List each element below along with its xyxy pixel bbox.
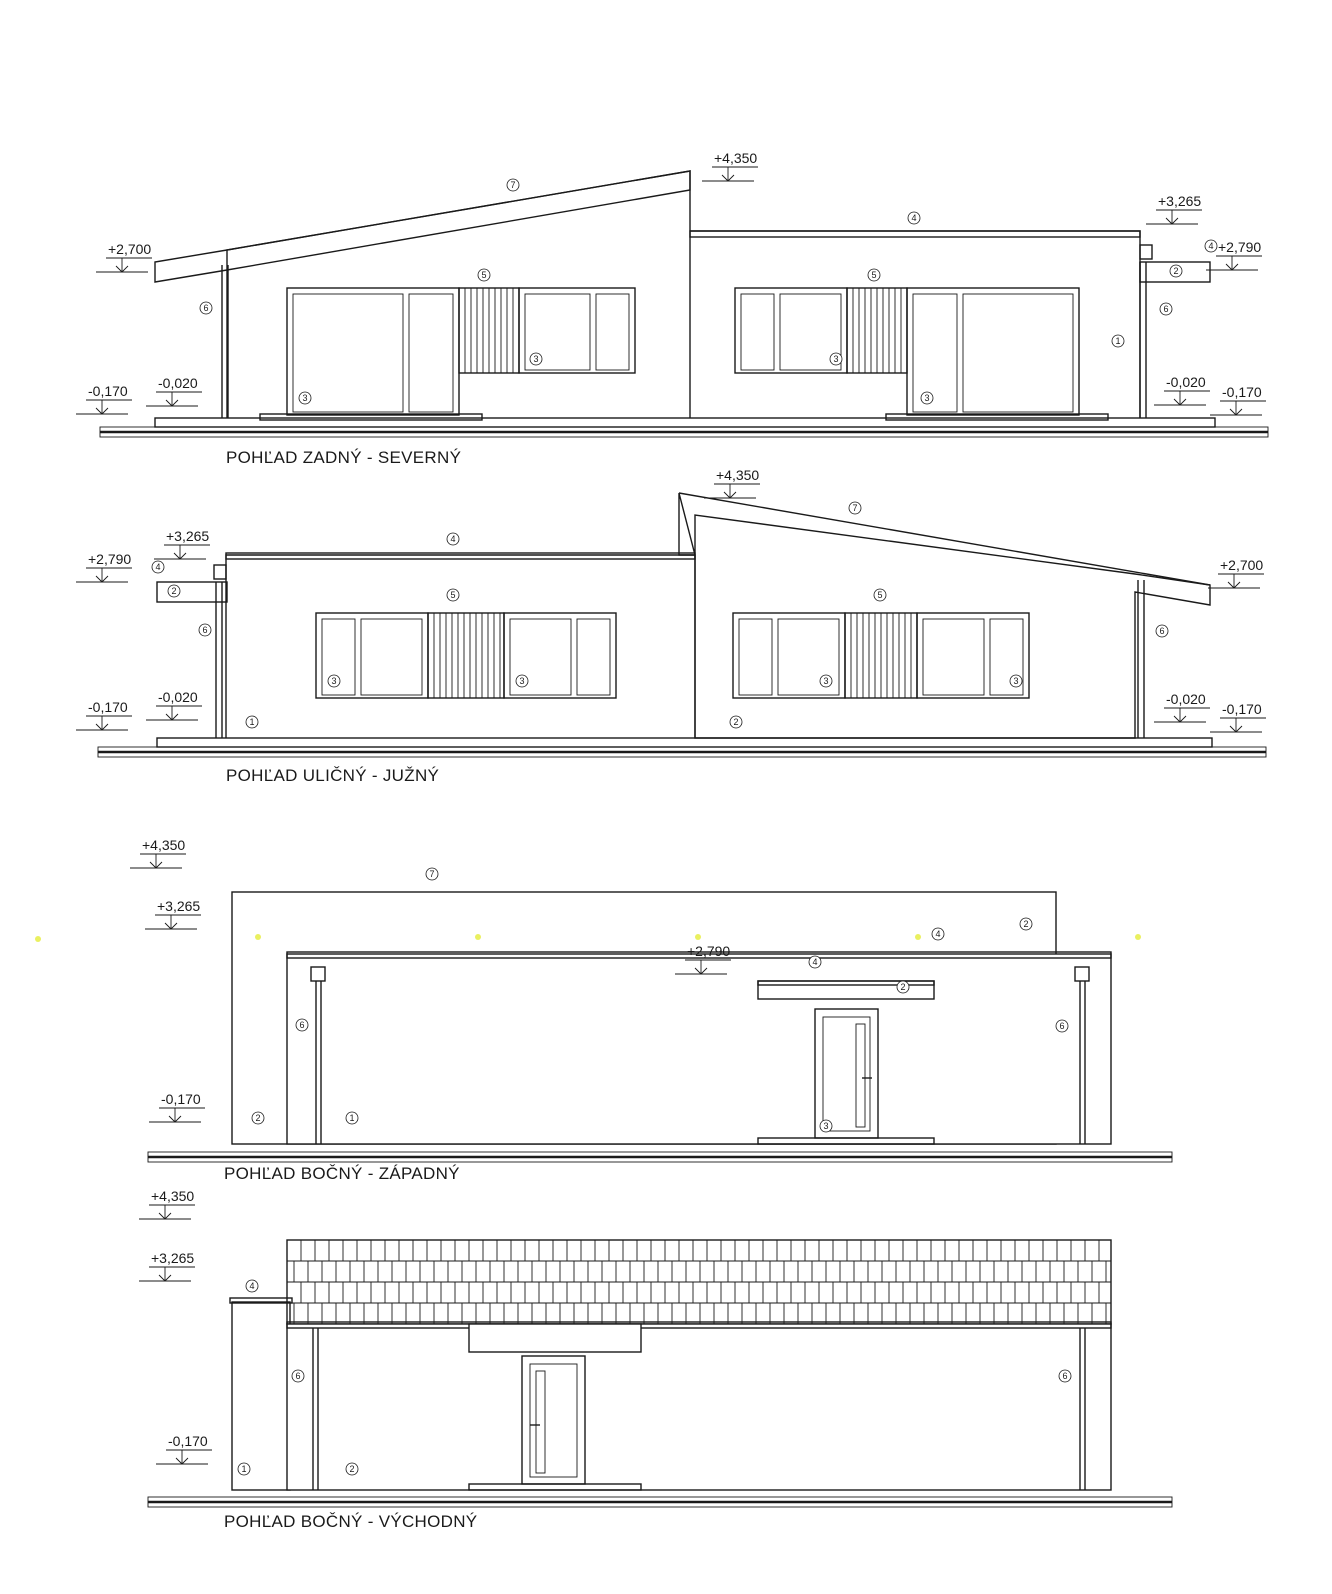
item-number: 3 [519,676,525,686]
window-pane [577,619,610,695]
item-number: 6 [1163,304,1169,314]
cladding-panel [428,613,504,698]
level-marker [139,1188,195,1219]
item-number: 3 [823,1121,829,1131]
scan-dot [695,934,701,940]
item-mark [478,269,490,281]
item-mark [299,392,311,404]
item-mark [1156,625,1168,637]
mono-pitch-roof [155,171,690,282]
item-mark [820,675,832,687]
level-value: -0,020 [158,375,198,391]
item-number: 4 [911,213,917,223]
level-marker [154,528,210,559]
item-mark [1205,240,1217,252]
item-mark [516,675,528,687]
right-wing-wall [690,231,1140,418]
window-pane [739,619,772,695]
level-value: -0,170 [88,383,128,399]
level-value: +2,790 [88,551,132,567]
item-mark [246,716,258,728]
item-number: 2 [733,717,739,727]
level-marker [139,1250,195,1281]
level-value: +4,350 [151,1188,195,1204]
level-value: +2,700 [1220,557,1264,573]
item-mark [328,675,340,687]
item-number: 7 [510,180,516,190]
level-value: +3,265 [157,898,201,914]
level-value: -0,170 [1222,384,1262,400]
item-mark [152,561,164,573]
item-number: 5 [871,270,877,280]
level-marker [1154,691,1210,722]
level-marker [1146,193,1202,224]
item-number: 7 [852,503,858,513]
side-block [232,1302,290,1490]
item-mark [809,956,821,968]
item-mark [168,585,180,597]
view-title: POHĽAD BOČNÝ - VÝCHODNÝ [224,1512,478,1531]
item-mark [296,1019,308,1031]
level-value: +3,265 [166,528,210,544]
item-mark [507,179,519,191]
item-mark [1112,335,1124,347]
level-marker [156,1433,212,1464]
item-number: 6 [1059,1021,1065,1031]
item-number: 2 [900,982,906,992]
view-title: POHĽAD BOČNÝ - ZÁPADNÝ [224,1164,460,1183]
level-marker [702,150,758,181]
level-value: +4,350 [716,467,760,483]
level-marker [1210,701,1266,732]
window-pane [963,294,1073,412]
item-mark [346,1112,358,1124]
item-mark [868,269,880,281]
plinth [157,738,1212,747]
item-number: 4 [1208,241,1214,251]
item-number: 5 [481,270,487,280]
scan-dot [1135,934,1141,940]
level-value: -0,170 [161,1091,201,1107]
item-number: 2 [171,586,177,596]
item-number: 4 [249,1281,255,1291]
item-mark [200,302,212,314]
window-pane [596,294,629,370]
item-mark [820,1120,832,1132]
item-number: 2 [349,1464,355,1474]
window-pane [409,294,453,412]
level-value: -0,020 [1166,374,1206,390]
level-marker [1154,374,1210,405]
level-value: +2,790 [1218,239,1262,255]
scan-dot [255,934,261,940]
item-number: 2 [1173,266,1179,276]
item-mark [238,1463,250,1475]
item-mark [246,1280,258,1292]
level-value: +4,350 [714,150,758,166]
item-mark [874,589,886,601]
front-mass [287,954,1111,1144]
level-marker [145,898,201,929]
item-mark [1020,918,1032,930]
item-number: 2 [255,1113,261,1123]
elevation-north [100,171,1268,437]
view-title: POHĽAD ULIČNÝ - JUŽNÝ [226,766,440,785]
level-value: +4,350 [142,837,186,853]
item-number: 6 [203,303,209,313]
cladding-hatch [434,613,911,698]
view-title: POHĽAD ZADNÝ - SEVERNÝ [226,448,462,467]
window-pane [741,294,774,370]
item-number: 6 [1159,626,1165,636]
level-marker [1208,557,1264,588]
item-number: 1 [241,1464,247,1474]
left-wing-wall [226,555,695,738]
item-mark [908,212,920,224]
level-value: +2,790 [687,943,731,959]
item-mark [830,353,842,365]
item-number: 4 [450,534,456,544]
level-value: +3,265 [1158,193,1202,209]
item-mark [1059,1370,1071,1382]
roof-tiles [287,1240,1111,1324]
item-number: 4 [155,562,161,572]
item-number: 4 [812,957,818,967]
item-number: 7 [429,869,435,879]
item-number: 3 [331,676,337,686]
level-marker [149,1091,205,1122]
level-marker [76,551,132,582]
flat-roof-attic [690,231,1140,237]
level-marker [1210,384,1266,415]
item-mark [730,716,742,728]
front-wall [287,1324,1111,1490]
item-number: 1 [349,1113,355,1123]
item-mark [447,533,459,545]
item-mark [1056,1020,1068,1032]
item-mark [252,1112,264,1124]
item-mark [897,981,909,993]
item-mark [292,1370,304,1382]
entrance-canopy [469,1324,641,1352]
item-number: 1 [249,717,255,727]
right-wing-wall [679,493,1210,738]
level-value: -0,170 [1222,701,1262,717]
attic-edge [214,565,226,579]
level-value: -0,170 [168,1433,208,1449]
elevation-south [98,493,1266,757]
item-number: 2 [1023,919,1029,929]
item-number: 6 [1062,1371,1068,1381]
item-number: 6 [299,1020,305,1030]
level-marker [96,241,152,272]
window-large [287,288,459,415]
window-pane [361,619,422,695]
item-number: 3 [833,354,839,364]
level-marker [704,467,760,498]
level-marker [76,699,132,730]
item-number: 5 [450,590,456,600]
item-number: 5 [877,590,883,600]
item-mark [447,589,459,601]
scan-dot [35,936,41,942]
level-marker [76,383,132,414]
item-number: 1 [1115,336,1121,346]
item-number: 3 [1013,676,1019,686]
item-mark [849,502,861,514]
item-mark [1160,303,1172,315]
level-value: -0,020 [1166,691,1206,707]
item-number: 3 [533,354,539,364]
window-pane [913,294,957,412]
item-mark [921,392,933,404]
level-value: -0,170 [88,699,128,715]
elevation-west [35,892,1172,1162]
item-mark [1170,265,1182,277]
mono-pitch-roof [679,493,1210,585]
item-number: 3 [823,676,829,686]
item-mark [530,353,542,365]
item-number: 4 [935,929,941,939]
scan-dot [475,934,481,940]
item-mark [199,624,211,636]
item-mark [346,1463,358,1475]
level-value: -0,020 [158,689,198,705]
item-number: 3 [924,393,930,403]
scan-dot [915,934,921,940]
level-marker [146,375,202,406]
level-value: +2,700 [108,241,152,257]
level-value: +3,265 [151,1250,195,1266]
item-mark [426,868,438,880]
item-mark [1010,675,1022,687]
level-marker [130,837,186,868]
attic-edge [1140,245,1152,259]
window-pane [923,619,984,695]
item-number: 3 [302,393,308,403]
item-number: 6 [202,625,208,635]
level-marker [146,689,202,720]
item-number: 6 [295,1371,301,1381]
flat-roof-attic [226,553,695,559]
item-mark [932,928,944,940]
